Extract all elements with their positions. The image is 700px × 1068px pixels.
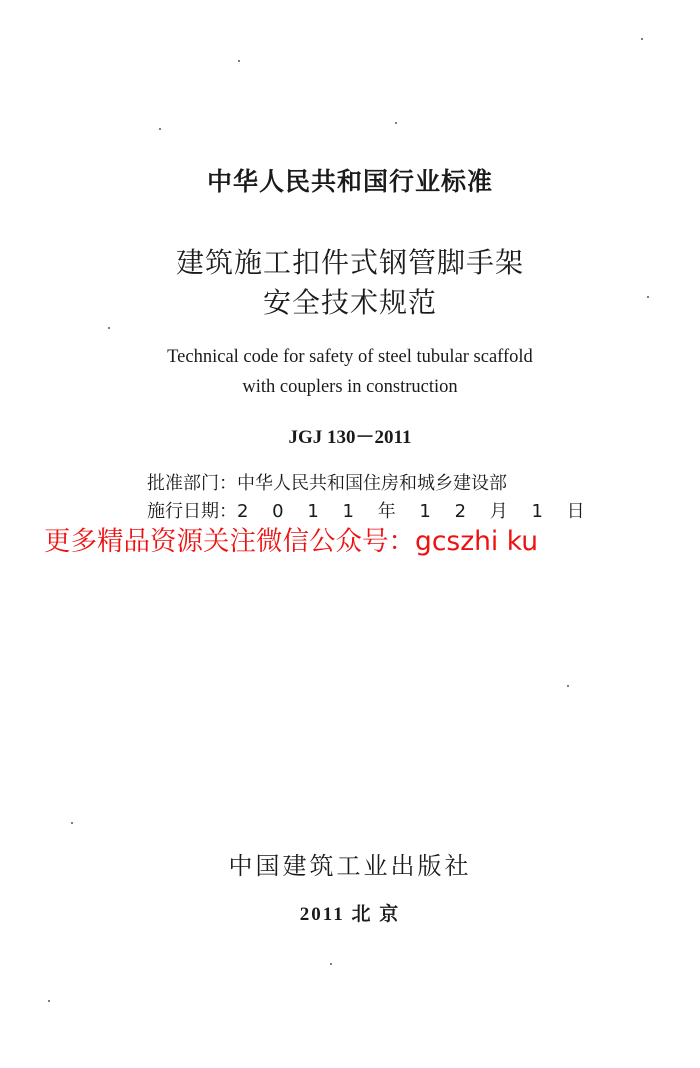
approval-department-label: 批准部门：	[147, 473, 237, 494]
scan-speck	[567, 685, 569, 687]
scan-speck	[395, 122, 397, 124]
publisher-name: 中国建筑工业出版社	[228, 852, 472, 880]
approval-department	[147, 469, 507, 495]
english-title-line-2: with couplers in construction	[242, 377, 458, 397]
chinese-title-line-2: 安全技术规范	[262, 286, 437, 319]
chinese-title-line-1: 建筑施工扣件式钢管脚手架	[175, 246, 524, 279]
effective-date-value: 2 0 1 1 年 1 2 月 1 日	[237, 501, 594, 522]
chinese-title	[0, 243, 700, 323]
english-title	[0, 342, 700, 402]
watermark-overlay: 更多精品资源关注微信公众号：gcszhi ku	[44, 526, 539, 557]
scan-speck	[330, 963, 332, 965]
scan-speck	[108, 327, 110, 329]
scan-speck	[48, 1000, 50, 1002]
scan-speck	[647, 296, 649, 298]
english-title-line-1: Technical code for safety of steel tubular scaffold	[167, 347, 533, 367]
standard-category: 中华人民共和国行业标准	[206, 167, 493, 196]
effective-date-label: 施行日期：	[147, 501, 237, 522]
scan-speck	[159, 128, 161, 130]
scan-speck	[641, 38, 643, 40]
scan-speck	[71, 822, 73, 824]
scan-speck	[238, 60, 240, 62]
approval-department-value: 中华人民共和国住房和城乡建设部	[237, 473, 507, 494]
standard-code-number: JGJ 130－2011	[288, 427, 412, 448]
publication-year-city: 2011 北 京	[299, 904, 401, 925]
